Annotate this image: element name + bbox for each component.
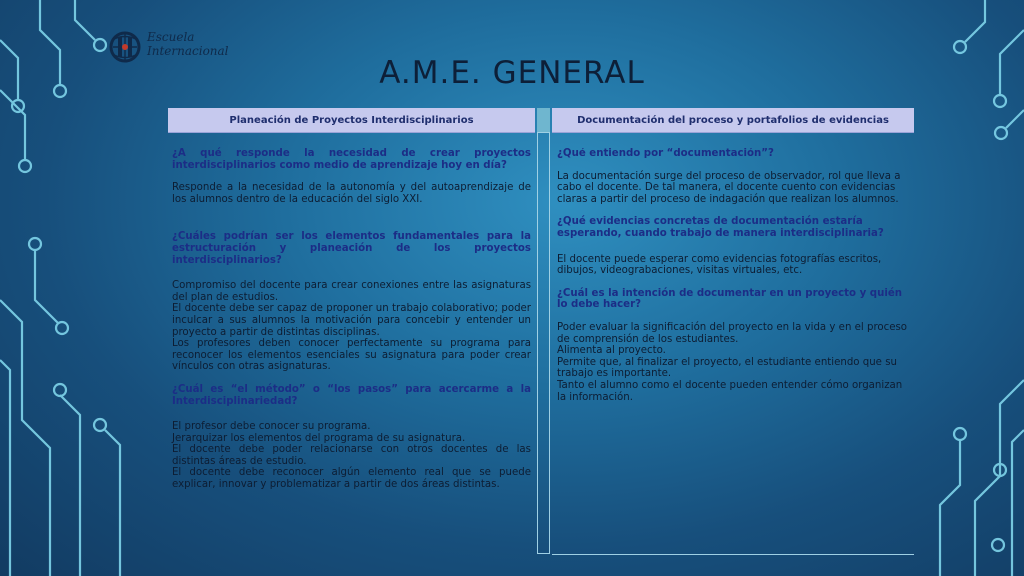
- question: ¿Qué entiendo por “documentación”?: [557, 148, 774, 159]
- page-title: A.M.E. GENERAL: [379, 55, 645, 91]
- column-separator: [537, 132, 550, 554]
- right-column: [557, 148, 914, 403]
- answer: Jerarquizar los elementos del programa de su asignatura.: [172, 432, 466, 444]
- logo-line-2: Internacional: [147, 44, 229, 58]
- answer: Poder evaluar la significación del proyecto en la vida y en el proceso de comprensión de los estudiantes.: [557, 321, 908, 345]
- answer: El profesor debe conocer su programa.: [172, 421, 371, 433]
- bottom-rule: [552, 554, 914, 555]
- comparison-table: [168, 108, 914, 556]
- answer: El docente puede esperar como evidencias fotografías escritos, dibujos, videograbaciones, visitas virtuales, etc.: [557, 253, 882, 277]
- column-separator-top: [537, 108, 550, 132]
- logo-line-1: Escuela: [147, 30, 195, 44]
- question: ¿Qué evidencias concretas de documentación estaría esperando, cuando trabajo de manera interdisciplinaria?: [557, 216, 884, 239]
- left-column-header: Planeación de Proyectos Interdisciplinarios: [168, 108, 535, 133]
- question: ¿Cuál es la intención de documentar en un proyecto y quién lo debe hacer?: [557, 287, 902, 311]
- answer: El docente debe poder relacionarse con otros docentes de las distintas áreas de estudio.: [172, 444, 531, 467]
- answer: Responde a la necesidad de la autonomía y del autoaprendizaje de los alumnos dentro de la educación del siglo XXI.: [172, 182, 531, 205]
- answer: Alimenta al proyecto.: [557, 345, 666, 357]
- answer: Los profesores deben conocer perfectamente su programa para reconocer los elementos esenciales su asignatura para poder crear vínculos con otras asignaturas.: [172, 338, 531, 373]
- left-column: [172, 148, 531, 491]
- logo-text: [147, 30, 229, 58]
- answer: Compromiso del docente para crear conexiones entre las asignaturas del plan de estudios.: [172, 280, 531, 303]
- answer: La documentación surge del proceso de observador, rol que lleva a cabo el docente. De tal manera, el docente cuento con evidencias claras a partir del proceso de indagación que realizan los alumnos.: [557, 170, 901, 205]
- question: ¿Cuál es “el método” o “los pasos” para acercarme a la Interdisciplinariedad?: [172, 383, 531, 407]
- question: ¿A qué responde la necesidad de crear proyectos interdisciplinarios como medio de aprendizaje hoy en día?: [172, 148, 531, 171]
- answer: El docente debe ser capaz de proponer un trabajo colaborativo; poder inculcar a sus alumnos la motivación para concebir y entender un proyecto a partir de distintas disciplinas.: [172, 303, 531, 338]
- right-column-header: Documentación del proceso y portafolios de evidencias: [552, 108, 914, 133]
- answer: El docente debe reconocer algún elemento real que se puede explicar, innovar y problematizar a partir de dos áreas distintas.: [172, 467, 531, 491]
- answer: Tanto el alumno como el docente pueden entender cómo organizan la información.: [557, 379, 903, 403]
- question: ¿Cuáles podrían ser los elementos fundamentales para la estructuración y planeación de los proyectos interdisciplinarios?: [172, 231, 531, 266]
- answer: Permite que, al finalizar el proyecto, el estudiante entiendo que su trabajo es importante.: [557, 356, 897, 380]
